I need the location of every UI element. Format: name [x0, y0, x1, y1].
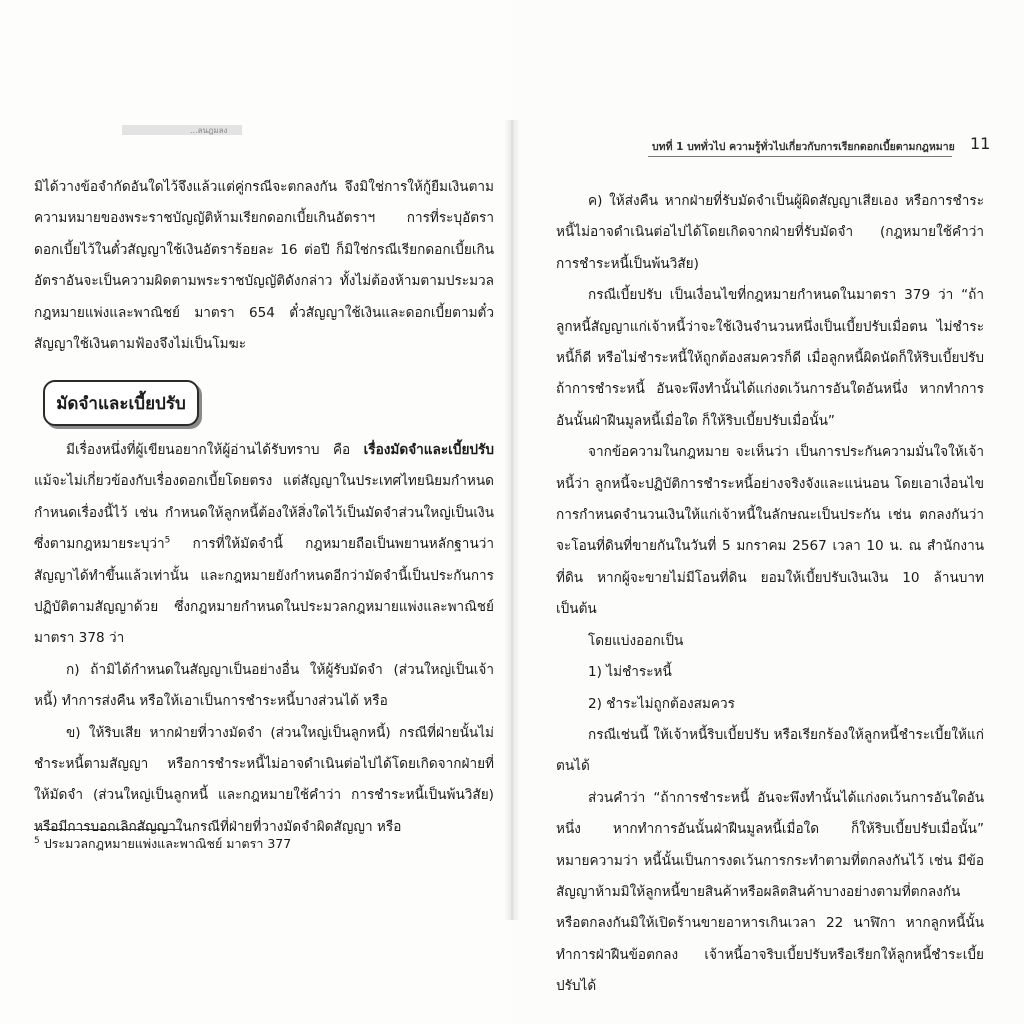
left-running-header: ...ลนฎมลง [122, 125, 242, 135]
case-paragraph: กรณีเช่นนี้ ให้เจ้าหนี้ริบเบี้ยปรับ หรือเรียกร้องให้ลูกหนี้ชำระเบี้ยให้แก่ตนได้ [556, 726, 984, 775]
intro-paragraph-block [34, 172, 494, 360]
book-gutter [504, 120, 520, 920]
footnote-divider [34, 829, 182, 830]
main-paragraph: มีเรื่องหนึ่งที่ผู้เขียนอยากให้ผู้อ่านได้รับทราบ คือ เรื่องมัดจำและเบี้ยปรับ แม้จะไม่เกี่ยวข้องกับเรื่องดอกเบี้ยโดยตรง แต่สัญญาในประเทศไทยนิยมกำหนดกำหนดเรื่องนี้ไว้ เช่น กำหนดให้ลูกหนี้ต้องให้สิ่งใดไว้เป็นมัดจำส่วนใหญ่เป็นเงิน ซึ่งตามกฎหมายระบุว่า$^5$ การที่ให้มัดจำนี้ กฎหมายถือเป็นพยานหลักฐานว่าสัญญาได้ทำขึ้นแล้วเท่านั้น และกฎหมายยังกำหนดอีกว่ามัดจำนี้เป็นประกันการปฏิบัติตามสัญญาด้วย ซึ่งกฎหมายกำหนดในประมวลกฎหมายแพ่งและพาณิชย์ มาตรา 378 ว่า [34, 442, 494, 647]
clause-k: ก) ถ้ามิได้กำหนดในสัญญาเป็นอย่างอื่น ให้ผู้รับมัดจำ (ส่วนใหญ่เป็นเจ้าหนี้) ทำการส่งคืน หรือให้เอาเป็นการชำระหนี้บางส่วนได้ หรือ [34, 661, 494, 710]
clause-kh: ข) ให้ริบเสีย หากฝ่ายที่วางมัดจำ (ส่วนใหญ่เป็นลูกหนี้) กรณีที่ฝ่ายนั้นไม่ชำระหนี้ตามสัญญา หรือการชำระหนี้ไม่อาจดำเนินต่อไปได้โดยเกิดจากฝ่ายที่ให้มัดจำ (ส่วนใหญ่เป็นลูกหนี้ และกฎหมายใช้คำว่า การชำระหนี้เป็นพ้นวิสัย) หรือมีการบอกเลิกสัญญาในกรณีที่ฝ่ายที่วางมัดจำผิดสัญญา หรือ [34, 724, 494, 835]
header-divider [648, 156, 952, 157]
right-running-header [512, 134, 1024, 158]
list-item-1: 1) ไม่ชำระหนี้ [588, 664, 672, 681]
clause-kh2: ค) ให้ส่งคืน หากฝ่ายที่รับมัดจำเป็นผู้ผิดสัญญาเสียเอง หรือการชำระหนี้ไม่อาจดำเนินต่อไปได้โดยเกิดจากฝ่ายที่รับมัดจำ (กฎหมายใช้คำว่า การชำระหนี้เป็นพ้นวิสัย) [556, 193, 984, 272]
footnote-ref: 5 [164, 535, 171, 546]
part-paragraph: ส่วนคำว่า “ถ้าการชำระหนี้ อันจะพึงทำนั้นได้แก่งดเว้นการอันใดอันหนึ่ง หากทำการอันนั้นฝ่าฝืนมูลหนี้เมื่อใด ก็ให้ริบเบี้ยปรับเมื่อนั้น” หมายความว่า หนี้นั้นเป็นการงดเว้นการกระทำตามที่ตกลงกันไว้ เช่น มีข้อสัญญาห้ามมิให้ลูกหนี้ขายสินค้าหรือผลิตสินค้าบางอย่างตามที่ตกลงกัน หรือตกลงกันมิให้เปิดร้านขายอาหารเกินเวลา 22 นาฬิกา หากลูกหนี้นั้นทำการฝ่าฝืนข้อตกลง เจ้าหนี้อาจริบเบี้ยปรับหรือเรียกให้ลูกหนี้ชำระเบี้ยปรับได้ [556, 789, 984, 995]
explain-paragraph: จากข้อความในกฎหมาย จะเห็นว่า เป็นการประกันความมั่นใจให้เจ้าหนี้ว่า ลูกหนี้จะปฏิบัติการชำระหนี้อย่างจริงจังและแน่นอน โดยเอาเงื่อนไขการกำหนดจำนวนเงินให้แก่เจ้าหนี้ในลักษณะเป็นประกัน เช่น ตกลงกันว่าจะโอนที่ดินที่ขายกันในวันที่ 5 มกราคม 2567 เวลา 10 น. ณ สำนักงานที่ดิน หากผู้จะขายไม่มีโอนที่ดิน ยอมให้เบี้ยปรับเงินเงิน 10 ล้านบาท เป็นต้น [556, 444, 984, 618]
chapter-title: บทที่ 1 บททั่วไป ความรู้ทั่วไปเกี่ยวกับการเรียกดอกเบี้ยตามกฎหมาย [652, 141, 955, 153]
section-heading-deposit-penalty: มัดจำและเบี้ยปรับ [43, 380, 199, 426]
list-intro: โดยแบ่งออกเป็น [588, 632, 684, 649]
main-paragraph-block [34, 435, 494, 843]
list-item-2: 2) ชำระไม่ถูกต้องสมควร [588, 695, 735, 712]
page-number: 11 [970, 134, 991, 153]
penalty-paragraph: กรณีเบี้ยปรับ เป็นเงื่อนไขที่กฎหมายกำหนดในมาตรา 379 ว่า “ถ้าลูกหนี้สัญญาแก่เจ้าหนี้ว่าจะใช้เงินจำนวนหนึ่งเป็นเบี้ยปรับเมื่อตน ไม่ชำระหนี้ก็ดี หรือไม่ชำระหนี้ให้ถูกต้องสมควรก็ดี เมื่อลูกหนี้ผิดนัดก็ให้ริบเบี้ยปรับ ถ้าการชำระหนี้ อันจะพึงทำนั้นได้แก่งดเว้นการอันใดอันหนึ่ง หากทำการอันนั้นฝ่าฝืนมูลหนี้เมื่อใด ก็ให้ริบเบี้ยปรับเมื่อนั้น” [556, 287, 984, 429]
footnote: $^5$ ประมวลกฎหมายแพ่งและพาณิชย์ มาตรา 377 [34, 835, 292, 851]
intro-paragraph: มิได้วางข้อจำกัดอันใดไว้จึงแล้วแต่คู่กรณีจะตกลงกัน จึงมิใช่การให้กู้ยืมเงินตามความหมายของพระราชบัญญัติห้ามเรียกดอกเบี้ยเกินอัตราฯ การที่ระบุอัตราดอกเบี้ยไว้ในตั๋วสัญญาใช้เงินอัตราร้อยละ 16 ต่อปี ก็มิใช่กรณีเรียกดอกเบี้ยเกินอัตราอันจะเป็นความผิดตามพระราชบัญญัติดังกล่าว ทั้งไม่ต้องห้ามตามประมวลกฎหมายแพ่งและพาณิชย์ มาตรา 654 ตั๋วสัญญาใช้เงินและดอกเบี้ยตามตั๋วสัญญาใช้เงินตามฟ้องจึงไม่เป็นโมฆะ [34, 179, 494, 353]
right-body [556, 186, 984, 1003]
bold-topic: เรื่องมัดจำและเบี้ยปรับ [363, 442, 494, 458]
